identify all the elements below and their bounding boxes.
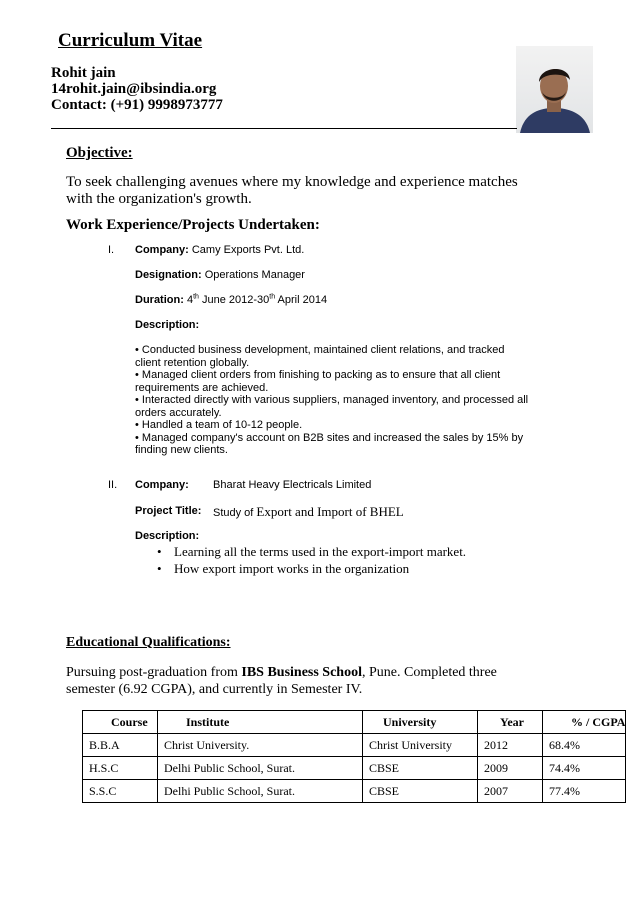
candidate-name: Rohit jain (51, 65, 116, 81)
job1-company: Camy Exports Pvt. Ltd. (191, 244, 305, 256)
table-cell: Delhi Public School, Surat. (158, 757, 363, 780)
profile-photo (516, 46, 593, 133)
job1-numeral: I. (108, 244, 115, 256)
objective-heading: Objective: (66, 145, 133, 161)
job2-project-label: Project Title: (135, 505, 202, 517)
column-header-university: University (363, 711, 478, 734)
job2-numeral: II. (108, 479, 118, 491)
header-divider (51, 128, 517, 129)
job1-description-label: Description: (135, 319, 200, 331)
work-experience-heading: Work Experience/Projects Undertaken: (66, 217, 320, 233)
job1-description-list (135, 344, 530, 457)
list-item: • Conducted business development, maintained client relations, and tracked client retention globally. (135, 344, 505, 369)
objective-text: To seek challenging avenues where my knowledge and experience matches with the organization's growth. (66, 174, 518, 207)
table-cell: S.S.C (83, 780, 158, 803)
job1-designation-line (135, 269, 305, 281)
table-cell: 77.4% (543, 780, 626, 803)
list-item: • Managed client orders from finishing to packing as to ensure that all client requirements are achieved. (135, 369, 501, 394)
list-item: • Handled a team of 10-12 people. (135, 419, 303, 431)
job1-duration-label: Duration: (135, 294, 184, 306)
page-title: Curriculum Vitae (58, 30, 203, 51)
table-row (83, 734, 626, 757)
contact-number: Contact: (+91) 9998973777 (51, 97, 223, 113)
table-row (83, 757, 626, 780)
list-item: • Learning all the terms used in the export-import market. (157, 544, 467, 559)
column-header-cgpa: % / CGPA (543, 711, 626, 734)
table-header-row (83, 711, 626, 734)
table-row (83, 780, 626, 803)
table-cell: Christ University. (158, 734, 363, 757)
table-cell: 74.4% (543, 757, 626, 780)
email-address: 14rohit.jain@ibsindia.org (51, 81, 217, 97)
job2-company: Bharat Heavy Electricals Limited (213, 479, 372, 491)
education-summary: Pursuing post-graduation from IBS Business School, Pune. Completed three semester (6.92 CGPA), and currently in Semester IV. (66, 665, 497, 697)
table-cell: Christ University (363, 734, 478, 757)
job1-company-label: Company: (135, 244, 189, 256)
table-cell: CBSE (363, 757, 478, 780)
column-header-course: Course (83, 711, 158, 734)
table-cell: CBSE (363, 780, 478, 803)
table-cell: B.B.A (83, 734, 158, 757)
job2-project-title: Study of Export and Import of BHEL (213, 504, 404, 519)
job1-duration: 4th June 2012-30th April 2014 (186, 293, 328, 306)
job1-duration-line (135, 294, 327, 306)
table-cell: 2009 (478, 757, 543, 780)
job2-company-label: Company: (135, 479, 189, 491)
job2-description-label: Description: (135, 530, 200, 542)
job1-designation-label: Designation: (135, 269, 202, 281)
job1-company-line (135, 244, 304, 256)
table-cell: 68.4% (543, 734, 626, 757)
table-cell: 2007 (478, 780, 543, 803)
list-item: • How export import works in the organization (157, 561, 410, 576)
job2-description-list (157, 543, 466, 577)
column-header-institute: Institute (158, 711, 363, 734)
column-header-year: Year (478, 711, 543, 734)
table-cell: Delhi Public School, Surat. (158, 780, 363, 803)
table-cell: H.S.C (83, 757, 158, 780)
job1-designation: Operations Manager (204, 269, 305, 281)
list-item: • Managed company's account on B2B sites and increased the sales by 15% by finding new clients. (135, 431, 524, 456)
table-cell: 2012 (478, 734, 543, 757)
list-item: • Interacted directly with various suppliers, managed inventory, and processed all orders accurately. (135, 394, 529, 419)
education-table (82, 710, 626, 803)
education-heading: Educational Qualifications: (66, 635, 231, 650)
